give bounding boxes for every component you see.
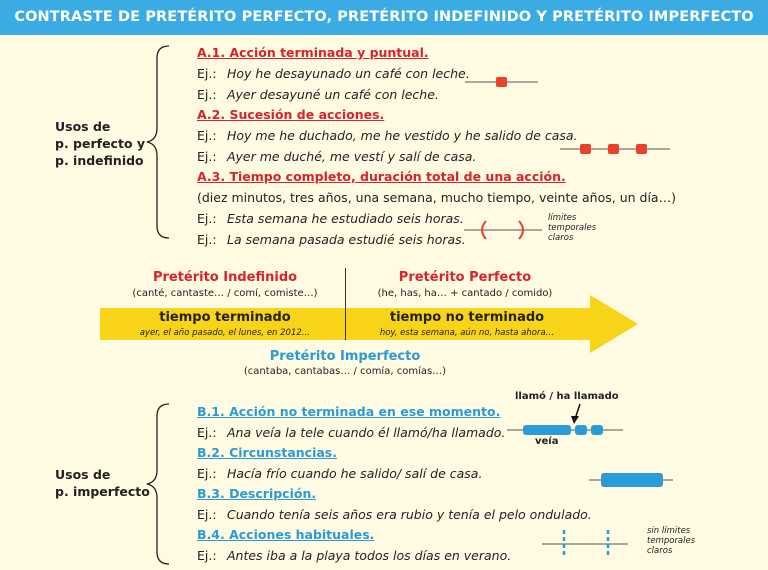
interrupted-action-diagram xyxy=(505,402,625,440)
habitual-diagram xyxy=(540,528,630,558)
example-line: Ej.: Hoy he desayunado un café con leche. xyxy=(197,66,470,81)
example-line: Ej.: Ana veía la tele cuando él llamó/ha llamado. xyxy=(197,425,506,440)
timeline-point-diagram xyxy=(460,72,540,92)
example-line: Ej.: Ayer me duché, me vestí y salí de casa. xyxy=(197,149,477,164)
heading-b4: B.4. Acciones habituales. xyxy=(197,527,375,542)
indefinido-title: Pretérito Indefinido xyxy=(152,270,298,285)
time-arrow xyxy=(100,295,640,355)
imperfecto-forms: (cantaba, cantabas… / comía, comías…) xyxy=(243,366,447,377)
heading-a2: A.2. Sucesión de acciones. xyxy=(197,107,385,122)
heading-b1: B.1. Acción no terminada en ese momento. xyxy=(197,404,501,419)
heading-b3: B.3. Descripción. xyxy=(197,486,317,501)
perfecto-forms: (he, has, ha… + cantado / comido) xyxy=(377,288,553,299)
arrow-divider xyxy=(345,308,346,340)
example-line: Ej.: Hoy me he duchado, me he vestido y he salido de casa. xyxy=(197,128,578,143)
indefinido-forms: (canté, cantaste… / comí, comiste…) xyxy=(132,288,318,299)
limits-label: límites temporales claros xyxy=(548,213,597,243)
page-title: CONTRASTE DE PRETÉRITO PERFECTO, PRETÉRITO INDEFINIDO Y PRETÉRITO IMPERFECTO xyxy=(0,0,768,35)
arrow-right-label: tiempo no terminado xyxy=(389,310,545,325)
example-line: Ej.: La semana pasada estudié seis horas. xyxy=(197,232,466,247)
example-line: Ej.: Ayer desayuné un café con leche. xyxy=(197,87,439,102)
example-line: Ej.: Cuando tenía seis años era rubio y tenía el pelo ondulado. xyxy=(197,507,592,522)
example-line: Ej.: Esta semana he estudiado seis horas. xyxy=(197,211,464,226)
example-line: Ej.: Antes iba a la playa todos los días en verano. xyxy=(197,548,512,563)
interrupt-label: llamó / ha llamado xyxy=(515,391,619,402)
no-limits-label: sin límites temporales claros xyxy=(647,526,696,556)
side-label-b: Usos de p. imperfecto xyxy=(55,467,150,499)
heading-a3: A.3. Tiempo completo, duración total de una acción. xyxy=(197,169,566,184)
side-label-a: Usos de p. perfecto y p. indefinido xyxy=(55,119,146,168)
arrow-left-examples: ayer, el año pasado, el lunes, en 2012… xyxy=(139,328,311,338)
note-durations: (diez minutos, tres años, una semana, mucho tiempo, veinte años, un día…) xyxy=(197,190,676,205)
timeline-limits-diagram xyxy=(462,218,544,242)
timeline-sequence-diagram xyxy=(558,139,673,159)
perfecto-title: Pretérito Perfecto xyxy=(398,270,532,285)
imperfecto-title: Pretérito Imperfecto xyxy=(269,349,421,364)
veia-label: veía xyxy=(535,436,559,447)
heading-a1: A.1. Acción terminada y puntual. xyxy=(197,45,429,60)
arrow-right-examples: hoy, esta semana, aún no, hasta ahora… xyxy=(379,328,555,338)
brace-a xyxy=(145,42,175,242)
heading-b2: B.2. Circunstancias. xyxy=(197,445,337,460)
arrow-left-label: tiempo terminado xyxy=(159,310,291,325)
example-line: Ej.: Hacía frío cuando he salido/ salí de casa. xyxy=(197,466,483,481)
circumstance-diagram xyxy=(587,470,675,490)
